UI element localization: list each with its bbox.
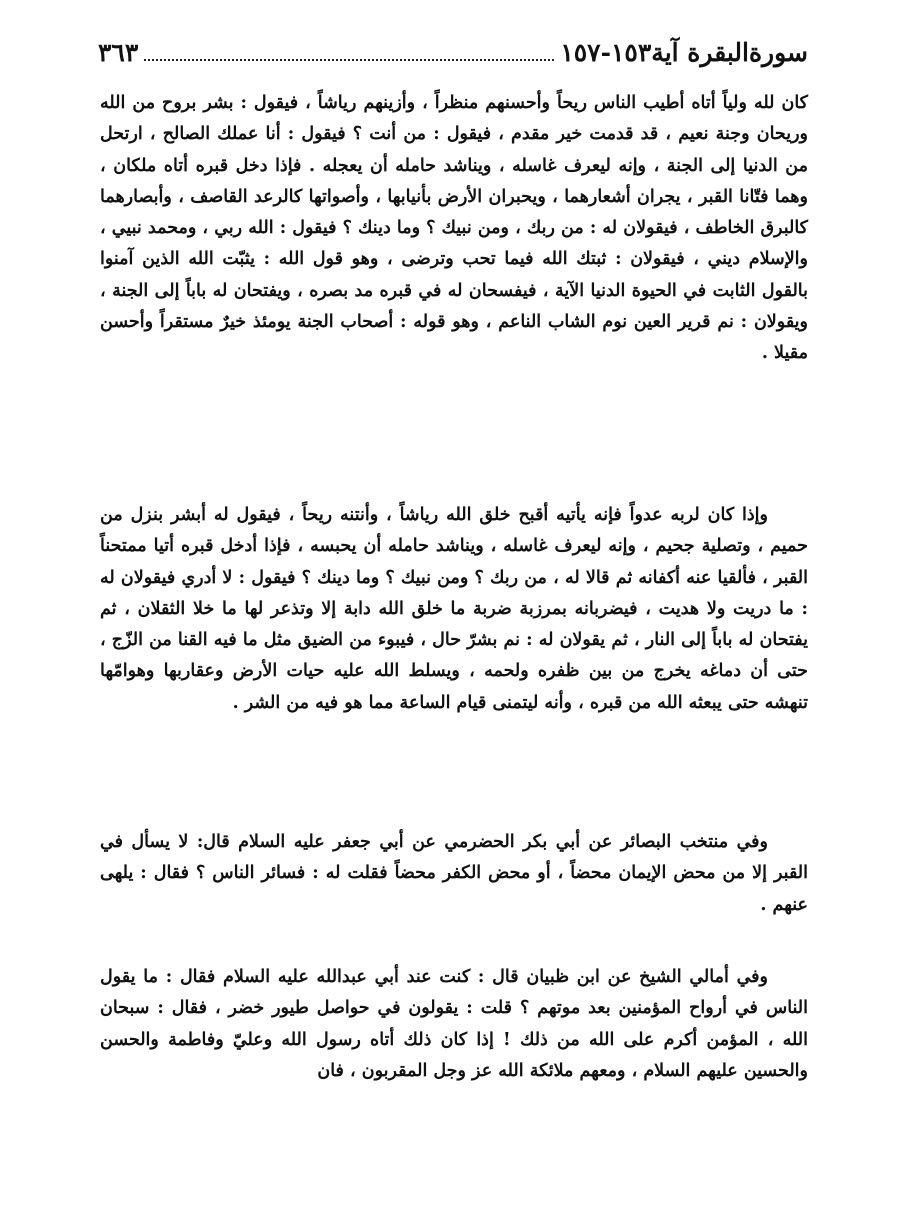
paragraph-3: وفي منتخب البصائر عن أبي بكر الحضرمي عن أبي جعفر عليه السلام قال: لا يسأل في القبر إلا من محض الإيمان محضاً ، أو محض الكفر محضاً فقلت له : فسائر الناس ؟ فقال : يلهى عنهم . (100, 832, 808, 915)
paragraph-2: وإذا كان لربه عدواً فإنه يأتيه أقبح خلق الله رياشاً ، وأنتنه ريحاً ، فيقول له أبشر بنزل من حميم ، وتصلية جحيم ، وإنه ليعرف غاسله ، ويناشد حامله أن يحبسه ، فإذا أدخل قبره أتيا ممتحناً القبر ، فألقيا عنه أكفانه ثم قالا له ، من ربك ؟ ومن نبيك ؟ وما دينك ؟ فيقول : لا أدري فيقولان له : ما دريت ولا هديت ، فيضربانه بمرزبة ضربة ما خلق الله دابة إلا وتذعر لها ما خلا الثقلان ، ثم يفتحان له باباً إلى النار ، ثم يقولان له : نم بشرّ حال ، فيبوء من الضيق مثل ما فيه القنا من الزّج ، حتى أن دماغه يخرج من بين ظفره ولحمه ، ويسلط الله عليه حيات الأرض وعقاربها وهوامّها تنهشه حتى يبعثه الله من قبره ، وأنه ليتمنى قيام الساعة مما هو فيه من الشر . (100, 505, 808, 713)
page-number: ٣٦٣ (98, 38, 139, 67)
paragraph-4: وفي أمالي الشيخ عن ابن ظبيان قال : كنت عند أبي عبدالله عليه السلام فقال : ما يقول الناس في أرواح المؤمنين بعد موتهم ؟ قلت : يقولون في حواصل طيور خضر ، فقال : سبحان الله ، المؤمن أكرم على الله من ذلك ! إذا كان ذلك أتاه رسول الله وعليّ وفاطمة والحسن والحسين عليهم السلام ، ومعهم ملائكة الله عز وجل المقربون ، فان (100, 967, 808, 1081)
paragraph-1: كان لله ولياً أتاه أطيب الناس ريحاً وأحسنهم منظراً ، وأزينهم رياشاً ، فيقول : بشر بروح من الله وريحان وجنة نعيم ، قد قدمت خير مقدم ، فيقول : من أنت ؟ فيقول : أنا عملك الصالح ، ارتحل من الدنيا إلى الجنة ، وإنه ليعرف غاسله ، ويناشد حامله أن يعجله . فإذا دخل قبره أتاه ملكان ، وهما فتّانا القبر ، يجران أشعارهما ، ويحبران الأرض بأنيابها ، وأصواتها كالرعد القاصف ، وأبصارهما كالبرق الخاطف ، فيقولان له : من ربك ، ومن نبيك ؟ وما دينك ؟ فيقول : الله ربي ، ومحمد نبيي ، والإسلام ديني ، فيقولان : ثبتك الله فيما تحب وترضى ، وهو قول الله : يثبّت الله الذين آمنوا بالقول الثابت في الحيوة الدنيا الآية ، فيفسحان له في قبره مد بصره ، ويفتحان له باباً إلى الجنة ، ويقولان : نم قرير العين نوم الشاب الناعم ، وهو قوله : أصحاب الجنة يومئذ خيرٌ مستقراً وأحسن مقيلا . (100, 93, 808, 364)
running-title: سورةالبقرة آية١٥٣-١٥٧ (560, 38, 808, 67)
page-header (98, 34, 808, 68)
dotted-leader (144, 59, 554, 61)
